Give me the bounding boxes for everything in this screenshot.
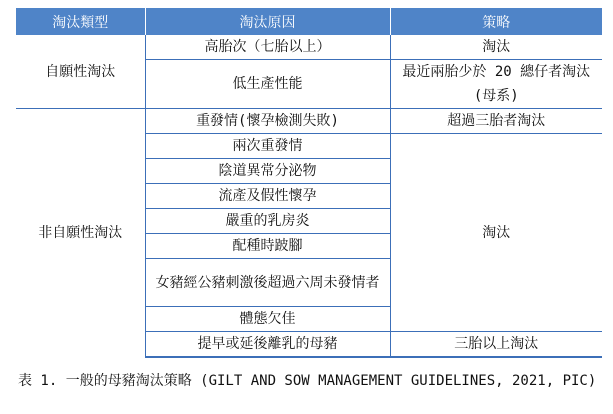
strategy-cell: 三胎以上淘汰 (390, 332, 602, 358)
header-cull-type: 淘汰類型 (16, 8, 145, 35)
reason-cell: 兩次重發情 (145, 134, 390, 159)
reason-cell: 重發情(懷孕檢測失敗) (145, 109, 390, 134)
table-row (16, 109, 602, 134)
reason-cell: 流產及假性懷孕 (145, 184, 390, 209)
merged-strategy-cell: 淘汰 (390, 134, 602, 332)
strategy-cell: 最近兩胎少於 20 總仔者淘汰(母系) (390, 60, 602, 109)
reason-cell: 提早或延後離乳的母豬 (145, 332, 390, 358)
header-cull-reason: 淘汰原因 (145, 8, 390, 35)
reason-cell: 高胎次（七胎以上） (204, 39, 331, 55)
header-row (16, 8, 602, 35)
strategy-cell: 超過三胎者淘汰 (390, 109, 602, 134)
table-caption: 表 1. 一般的母豬淘汰策略 (GILT AND SOW MANAGEMENT GUIDELINES, 2021, PIC) (18, 373, 597, 389)
involuntary-cull-type: 非自願性淘汰 (16, 109, 145, 358)
table-row (16, 35, 602, 60)
reason-cell: 女豬經公豬刺激後超過六周未發情者 (145, 259, 390, 307)
culling-table (16, 8, 602, 358)
reason-cell: 配種時跛腳 (145, 234, 390, 259)
header-strategy: 策略 (390, 8, 602, 35)
reason-cell: 陰道異常分泌物 (145, 159, 390, 184)
strategy-cell: 淘汰 (390, 35, 602, 60)
reason-cell: 體態欠佳 (145, 307, 390, 332)
reason-cell: 嚴重的乳房炎 (145, 209, 390, 234)
voluntary-cull-type: 自願性淘汰 (16, 35, 145, 109)
reason-cell: 低生產性能 (145, 60, 390, 109)
